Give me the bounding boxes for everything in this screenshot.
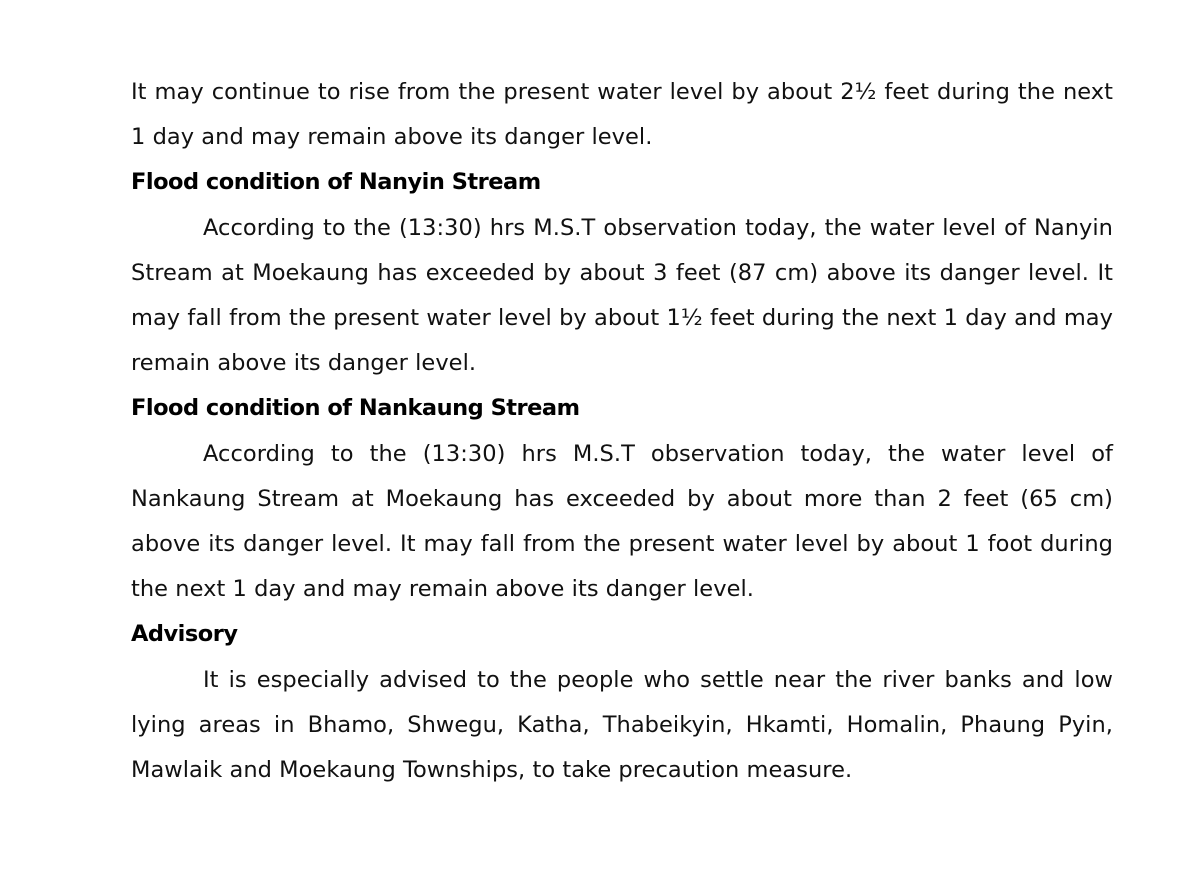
advisory-heading: Advisory <box>131 621 238 648</box>
intro-paragraph: It may continue to rise from the present water level by about 2½ feet during the next 1 day and may remain above its danger level. <box>131 79 1113 151</box>
nankaung-stream-paragraph: According to the (13:30) hrs M.S.T observation today, the water level of Nankaung Stream at Moekaung has exceeded by about more than 2 feet (65 cm) above its danger level. It may fall from the present water level by about 1 foot during the next 1 day and may remain above its danger level. <box>131 440 1113 603</box>
nankaung-stream-heading: Flood condition of Nankaung Stream <box>131 395 580 422</box>
document-page <box>131 70 1113 793</box>
advisory-paragraph: It is especially advised to the people who settle near the river banks and low lying areas in Bhamo, Shwegu, Katha, Thabeikyin, Hkamti, Homalin, Phaung Pyin, Mawlaik and Moekaung Townships, to take precaution measure. <box>131 666 1113 784</box>
nanyin-stream-heading: Flood condition of Nanyin Stream <box>131 169 541 196</box>
nanyin-stream-paragraph: According to the (13:30) hrs M.S.T observation today, the water level of Nanyin Stream at Moekaung has exceeded by about 3 feet (87 cm) above its danger level. It may fall from the present water level by about 1½ feet during the next 1 day and may remain above its danger level. <box>131 214 1113 377</box>
